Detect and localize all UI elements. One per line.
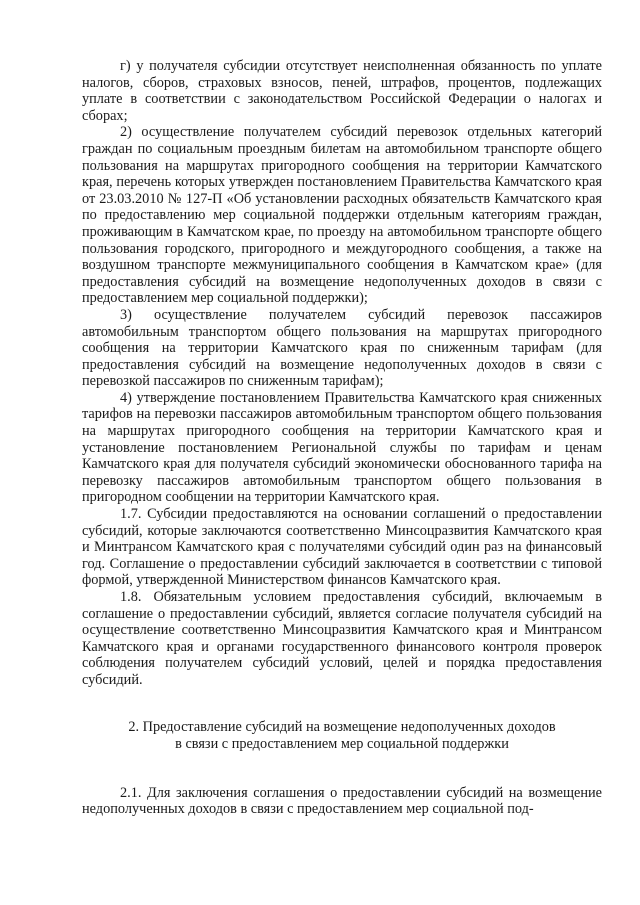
paragraph-2-1: 2.1. Для заключения соглашения о предоставлении субсидий на возмещение недополученных доходов в связи с предоставлением мер социальной под-: [82, 784, 602, 818]
paragraph-1-7: 1.7. Субсидии предоставляются на основании соглашений о предоставлении субсидий, которые заключаются соответственно Минсоцразвития Камчатского края и Минтрансом Камчатского края с получателями субсидий один раз на финансовый год. Соглашение о предоставлении субсидий заключается в соответствии с типовой формой, утвержденной Министерством финансов Камчатского края.: [82, 506, 602, 589]
paragraph-4: 4) утверждение постановлением Правительства Камчатского края сниженных тарифов на перевозки пассажиров автомобильным транспортом общего пользования на маршрутах пригородного сообщения на территории Камчатского края и установление постановлением Региональной службы по тарифам и ценам Камчатского края для получателя субсидий экономически обоснованного тарифа на перевозку пассажиров автомобильным транспортом общего пользования в пригородном сообщении на территории Камчатского края.: [82, 389, 602, 506]
section-heading-line-2: в связи с предоставлением мер социальной поддержки: [175, 735, 509, 752]
section-heading: [82, 719, 602, 753]
paragraph-1-8: 1.8. Обязательным условием предоставления субсидий, включаемым в соглашение о предоставлении субсидий, является согласие получателя субсидий на осуществление соответственно Минсоцразвития Камчатского края и Минтрансом Камчатского края и органами государственного финансового контроля проверок соблюдения получателем субсидий условий, целей и порядка предоставления субсидий.: [82, 589, 602, 688]
paragraph-3: 3) осуществление получателем субсидий перевозок пассажиров автомобильным транспортом общего пользования на маршрутах пригородного сообщения на территории Камчатского края по сниженным тарифам (для предоставления субсидий на возмещение недополученных доходов в связи с перевозкой пассажиров по сниженным тарифам);: [82, 306, 602, 390]
paragraph-g: г) у получателя субсидии отсутствует неисполненная обязанность по уплате налогов, сборов, страховых взносов, пеней, штрафов, процентов, подлежащих уплате в соответствии с законодательством Российской Федерации о налогах и сборах;: [82, 58, 602, 124]
paragraph-2: 2) осуществление получателем субсидий перевозок отдельных категорий граждан по социальным проездным билетам на автомобильном транспорте общего пользования на маршрутах пригородного сообщения на территории Камчатского края, перечень которых утвержден постановлением Правительства Камчатского края от 23.03.2010 № 127-П «Об установлении расходных обязательств Камчатского края по предоставлению мер социальной поддержки отдельным категориям граждан, проживающим в Камчатском крае, по проезду на автомобильном транспорте общего пользования городского, пригородного и междугородного сообщения, а также на воздушном транспорте межмуниципального сообщения в Камчатском крае» (для предоставления субсидий на возмещение недополученных доходов в связи с предоставлением мер социальной поддержки);: [82, 124, 602, 307]
section-heading-line-1: 2. Предоставление субсидий на возмещение недополученных доходов: [128, 718, 556, 735]
document-page: [82, 58, 602, 818]
